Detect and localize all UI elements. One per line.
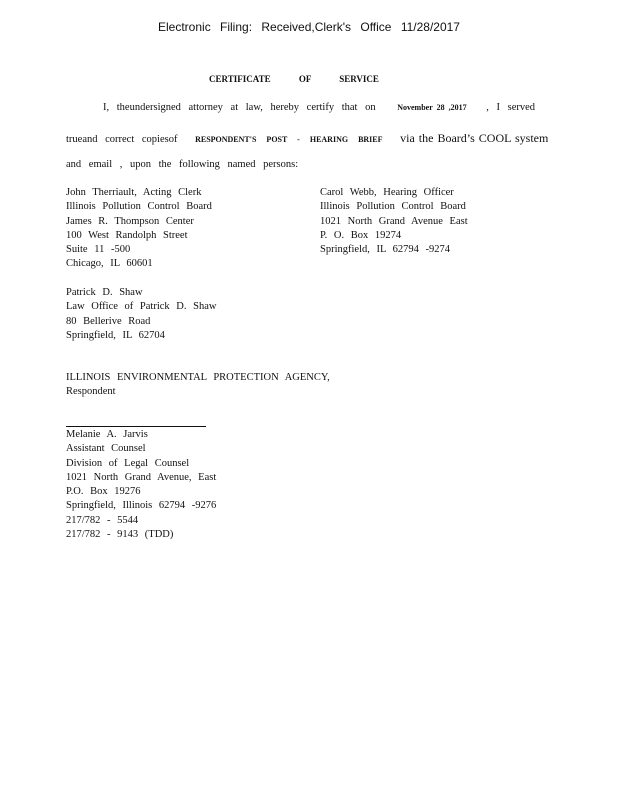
address-line: Carol Webb, Hearing Officer [320, 187, 454, 198]
signatory-line: P.O. Box 19276 [66, 486, 141, 498]
certificate-title: CERTIFICATE OF SERVICE [209, 74, 379, 84]
certification-line-1 [103, 102, 535, 113]
served-text: , I served [486, 102, 536, 113]
copies-text: trueand correct copiesof [66, 134, 178, 145]
address-line: Chicago, IL 60601 [66, 258, 153, 270]
signatory-line: Melanie A. Jarvis [66, 429, 148, 440]
recipient-clerk-address [66, 186, 212, 272]
address-line: James R. Thompson Center [66, 215, 194, 227]
address-line: Springfield, IL 62704 [66, 329, 165, 341]
signature-line [66, 426, 206, 427]
signatory-line: 1021 North Grand Avenue, East [66, 471, 217, 483]
signatory-block [66, 428, 216, 542]
certification-line-3: and email , upon the following named persons: [66, 159, 299, 170]
address-line: P. O. Box 19274 [320, 229, 402, 241]
electronic-filing-header: Electronic Filing: Received,Clerk's Office 11/28/2017 [158, 20, 460, 34]
certification-line-2 [66, 131, 548, 146]
signatory-line: 217/782 - 5544 [66, 514, 139, 526]
service-date: November 28 ,2017 [397, 103, 467, 112]
signatory-line: Springfield, Illinois 62794 -9276 [66, 500, 217, 512]
address-line: Springfield, IL 62794 -9274 [320, 244, 451, 256]
party-role: Respondent [66, 386, 116, 398]
signatory-line: Assistant Counsel [66, 443, 146, 455]
document-title: RESPONDENT'S POST - HEARING BRIEF [195, 135, 383, 144]
address-line: Illinois Pollution Control Board [66, 201, 212, 213]
address-line: Law Office of Patrick D. Shaw [66, 301, 217, 313]
address-line: 100 West Randolph Street [66, 229, 188, 241]
party-block [66, 371, 330, 400]
address-line: John Therriault, Acting Clerk [66, 187, 202, 198]
address-line: Illinois Pollution Control Board [320, 201, 466, 213]
address-line: 1021 North Grand Avenue East [320, 215, 468, 227]
cool-system-text: via the Board’s COOL system [400, 131, 549, 145]
party-name: ILLINOIS ENVIRONMENTAL PROTECTION AGENCY, [66, 372, 330, 383]
address-line: Suite 11 -500 [66, 244, 131, 256]
recipient-shaw-address [66, 286, 216, 343]
certify-text: I, theundersigned attorney at law, hereby certify that on [103, 102, 376, 113]
signatory-line: Division of Legal Counsel [66, 457, 190, 469]
recipient-hearing-officer-address [320, 186, 468, 257]
address-line: Patrick D. Shaw [66, 287, 143, 298]
address-line: 80 Bellerive Road [66, 315, 151, 327]
signatory-line: 217/782 - 9143 (TDD) [66, 529, 174, 541]
